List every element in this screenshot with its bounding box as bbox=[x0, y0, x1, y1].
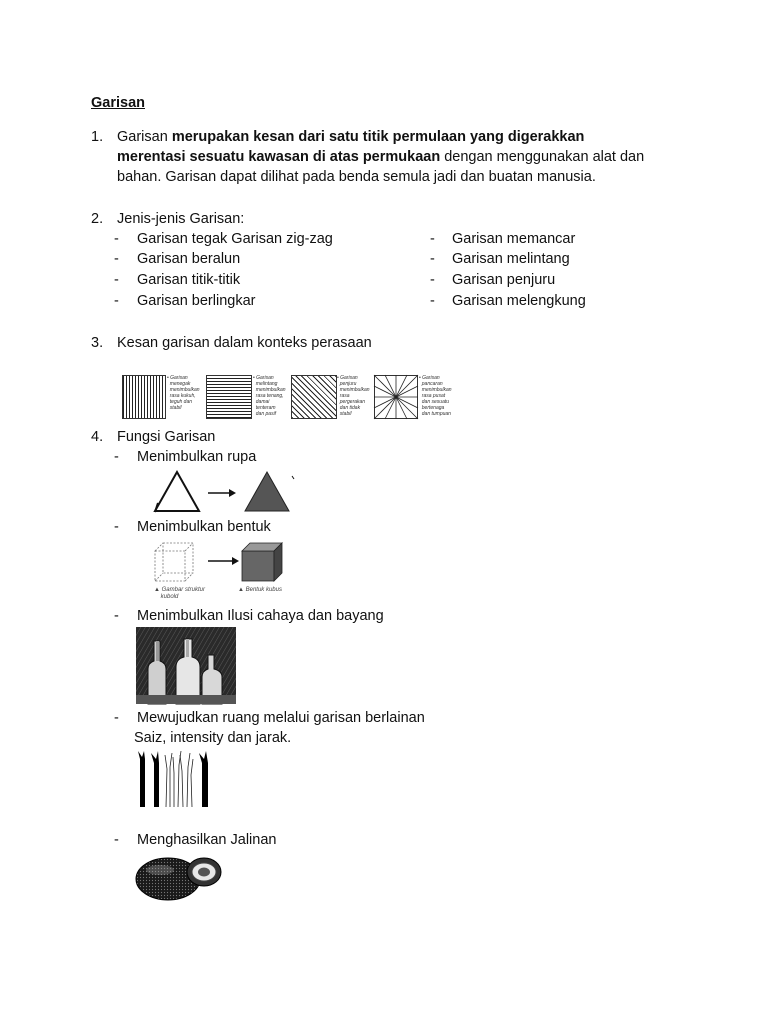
section1-number: 1. bbox=[91, 129, 104, 145]
list-bullet: - bbox=[114, 449, 119, 465]
list-item: Garisan beralun bbox=[137, 251, 241, 267]
list-bullet: - bbox=[430, 293, 435, 309]
section4-number: 4. bbox=[91, 429, 104, 445]
triangle-shape-illustration bbox=[150, 468, 300, 516]
section2-heading: Jenis-jenis Garisan: bbox=[117, 211, 245, 227]
list-item: Garisan melintang bbox=[452, 251, 570, 267]
cube-caption-left: ▲ Gambar struktur kubold bbox=[154, 587, 205, 600]
section1-text-bold-2: merentasi sesuatu kawasan di atas permukaan bbox=[117, 149, 441, 165]
list-bullet: - bbox=[430, 251, 435, 267]
list-item: Garisan melengkung bbox=[452, 293, 586, 309]
list-bullet: - bbox=[430, 272, 435, 288]
list-item: Garisan berlingkar bbox=[137, 293, 256, 309]
bottles-still-life-image bbox=[136, 627, 236, 704]
list-item: Garisan penjuru bbox=[452, 272, 556, 288]
list-bullet: - bbox=[114, 710, 119, 726]
radiating-lines-caption: • Garisan pancaran menimbulkan rasa pusat dan sesuatu bertenaga dan tumpuan bbox=[419, 375, 452, 417]
section1-line3: bahan. Garisan dapat dilihat pada benda semula jadi dan buatan manusia. bbox=[117, 169, 596, 185]
section1-text-plain-2: dengan menggunakan alat dan bbox=[440, 149, 645, 165]
list-bullet: - bbox=[430, 231, 435, 247]
list-bullet: - bbox=[114, 832, 119, 848]
list-item: Garisan titik-titik bbox=[137, 272, 241, 288]
list-bullet: - bbox=[114, 608, 119, 624]
list-bullet: - bbox=[114, 272, 119, 288]
section1-text-plain: Garisan bbox=[117, 129, 172, 145]
cube-form-illustration bbox=[150, 539, 310, 589]
tree-trunks-illustration bbox=[136, 749, 212, 807]
function-item-jalinan: Menghasilkan Jalinan bbox=[137, 832, 277, 848]
function-item-ilusi: Menimbulkan Ilusi cahaya dan bayang bbox=[137, 608, 384, 624]
vertical-lines-swatch bbox=[122, 375, 166, 419]
section1-text-bold: merupakan kesan dari satu titik permulaan yang digerakkan bbox=[171, 129, 585, 145]
list-bullet: - bbox=[114, 519, 119, 535]
line-effects-strip bbox=[120, 373, 460, 423]
cube-caption-right: ▲ Bentuk kubus bbox=[238, 587, 282, 593]
section3-number: 3. bbox=[91, 335, 104, 351]
list-bullet: - bbox=[114, 293, 119, 309]
page-title: Garisan bbox=[91, 95, 145, 111]
radiating-lines-swatch bbox=[374, 375, 418, 419]
section1-line1 bbox=[117, 127, 584, 147]
list-item: Garisan tegak Garisan zig-zag bbox=[137, 231, 333, 247]
section1-line2 bbox=[117, 147, 644, 167]
list-item: Garisan memancar bbox=[452, 231, 576, 247]
horizontal-lines-swatch bbox=[206, 375, 252, 419]
vertical-lines-caption: • Garisan menegak menimbulkan rasa kukuh, teguh dan stabil bbox=[167, 375, 200, 411]
fruit-texture-image bbox=[136, 852, 222, 902]
list-bullet: - bbox=[114, 231, 119, 247]
section3-heading: Kesan garisan dalam konteks perasaan bbox=[117, 335, 372, 351]
diagonal-lines-swatch bbox=[291, 375, 337, 419]
section4-heading: Fungsi Garisan bbox=[117, 429, 216, 445]
horizontal-lines-caption: • Garisan melintang menimbulkan rasa tenang, damai tenteram dan pasif bbox=[253, 375, 286, 417]
diagonal-lines-caption: • Garisan penjuru menimbulkan rasa pergerakan dan tidak stabil bbox=[337, 375, 370, 417]
section2-number: 2. bbox=[91, 211, 104, 227]
function-item-bentuk: Menimbulkan bentuk bbox=[137, 519, 271, 535]
function-item-ruang: Mewujudkan ruang melalui garisan berlainan bbox=[137, 710, 425, 726]
function-item-ruang-line2: Saiz, intensity dan jarak. bbox=[134, 730, 292, 746]
list-bullet: - bbox=[114, 251, 119, 267]
function-item-rupa: Menimbulkan rupa bbox=[137, 449, 257, 465]
